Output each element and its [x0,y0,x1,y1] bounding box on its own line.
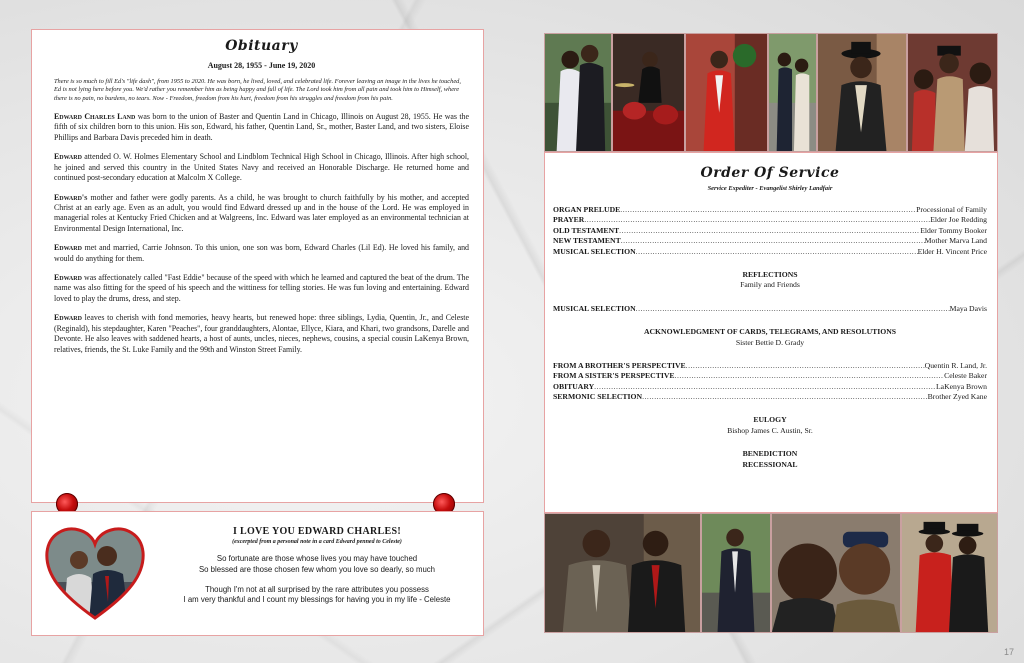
photo-hat [817,33,907,152]
obituary-panel [31,29,484,503]
obituary-paragraph: Edward Charles Land was born to the union of Baster and Quentin Land in Chicago, Illinois on August 28, 1955. He was the fifth of six children born to this union. His son, Edward, his father, Quentin Land, Sr., mother, Baster Land, and two sisters, Eloise Phillips and Barbara Davis preceded him in death. [54,111,469,142]
poem-subtitle: (excerpted from a personal note in a card Edward penned to Celeste) [232,539,402,545]
program-row: FROM A BROTHER'S PERSPECTIVE ..... Quentin R. Land, Jr. [553,361,987,371]
eulogy-block: EULOGY Bishop James C. Austin, Sr. [727,415,813,435]
obituary-paragraph: Edward attended O. W. Holmes Elementary School and Lindblom Technical High School in Chicago, Illinois. After high school, he joined and served this country in the United States Navy and received an Honorable Discharge. He returned home and continued post-secondary education at Malcolm X College. [54,152,469,183]
order-of-service-panel [544,152,998,513]
program-row: OLD TESTAMENT ..... Elder Tommy Booker [553,226,987,236]
obituary-title: Obituary [225,38,298,54]
service-group [553,205,987,257]
photo-drums [612,33,685,152]
photo-couple [544,33,612,152]
poem-title: I LOVE YOU EDWARD CHARLES! [232,526,401,537]
reflections-block: REFLECTIONS Family and Friends [740,269,800,290]
photo-red-jacket [685,33,768,152]
service-group [553,361,987,403]
page-number: 17 [1003,647,1014,657]
photo-selfie [771,513,901,633]
acknowledgment-block: ACKNOWLEDGMENT OF CARDS, TELEGRAMS, AND RESOLUTIONS Sister Bettie D. Grady [643,327,897,347]
program-row: PRAYER ..... Elder Joe Redding [553,215,987,225]
photo-man-outdoor [701,513,771,633]
service-expediter: Service Expediter - Evangelist Shirley Landfair [707,185,833,192]
poem-line: I am very thankful and I count my blessings for having you in my life - Celeste [183,595,451,605]
service-title: Order Of Service [700,165,840,181]
poem-body [162,526,472,606]
obituary-paragraph: Edward's mother and father were godly parents. As a child, he was brought to church faithfully by his mother, and accepted Christ at an early age. Even as an adult, you would find Edward dressed up and in the house of the Lord. He was employed in managerial roles at Kentucky Fried Chicken and at Walgreens, Inc. Edward was later employed as an environmental technician at Environmental Design International, Inc. [54,192,469,233]
closing-block: BENEDICTION RECESSIONAL [742,449,798,469]
photo-two-men-suits [544,513,701,633]
obituary-paragraph: Edward was affectionately called "Fast Eddie" because of the speed with which he learned and captured the beat of the drum. The name was also fitting for the speed of his speech and the wittiness for telling stories. He was fun loving and entertaining. Edward loved to play the drums, dress, and step. [54,273,469,303]
program-row: MUSICAL SELECTION ..... Maya Davis [553,304,987,314]
obituary-paragraph: Edward leaves to cherish with fond memories, heavy hearts, but renewed hope: three siblings, Lydia, Quentin, Jr., and Celeste (Reginald), his stepdaughter, Karen "Peaches", four granddaughters, Alontae, Ellyce, Kiara, and Khari, two grandsons, Darelle and Devonte. He also leaves with saddened hearts, a host of aunts, uncles, nieces, nephews, cousins, a special cousin LaKenya Brown, relatives, friends, the St. Luke Family and the 99th and Winston Street Family. [54,313,469,354]
poem-line: Though I'm not at all surprised by the rare attributes you possess [205,584,429,594]
obituary-paragraph: Edward met and married, Carrie Johnson. To this union, one son was born, Edward Charles (Lil Ed). He loved his family, and would do anything for them. [54,243,469,263]
program-row: OBITUARY ..... LaKenya Brown [553,382,987,392]
program-row: ORGAN PRELUDE ..... Processional of Family [553,205,987,215]
obituary-intro: There is so much to fill Ed's "life dash", from 1955 to 2020. He was born, he lived, loved, and celebrated life. Forever leaving an image in the lives he touched, Ed is not lying here before you. We'd rather you remember him as being happy and full of life. The Lord took him from all pain and took him to Himself, where there is no pain, no burdens, no tears. Now - Freedom, freedom from his hurt, freedom from his struggles and freedom from his pain. [54,78,461,102]
poem-panel [31,511,484,636]
program-row: SERMONIC SELECTION ..... Brother Zyed Kane [553,392,987,402]
heart-photo-frame [41,522,149,622]
photo-outdoor [768,33,817,152]
poem-stanza [162,554,472,576]
poem-line: So blessed are those chosen few whom you love so dearly, so much [198,564,436,574]
poem-stanza [162,585,472,607]
program-row: MUSICAL SELECTION ..... Elder H. Vincent Price [553,247,987,257]
photo-family-group [907,33,998,152]
program-row: FROM A SISTER'S PERSPECTIVE ..... Celeste Baker [553,371,987,381]
obituary-dates: August 28, 1955 - June 19, 2020 [207,61,316,70]
program-row: NEW TESTAMENT ..... Mother Marva Land [553,236,987,246]
service-group [553,304,987,314]
photo-men-hats [901,513,998,633]
poem-line: So fortunate are those whose lives you may have touched [216,554,418,563]
